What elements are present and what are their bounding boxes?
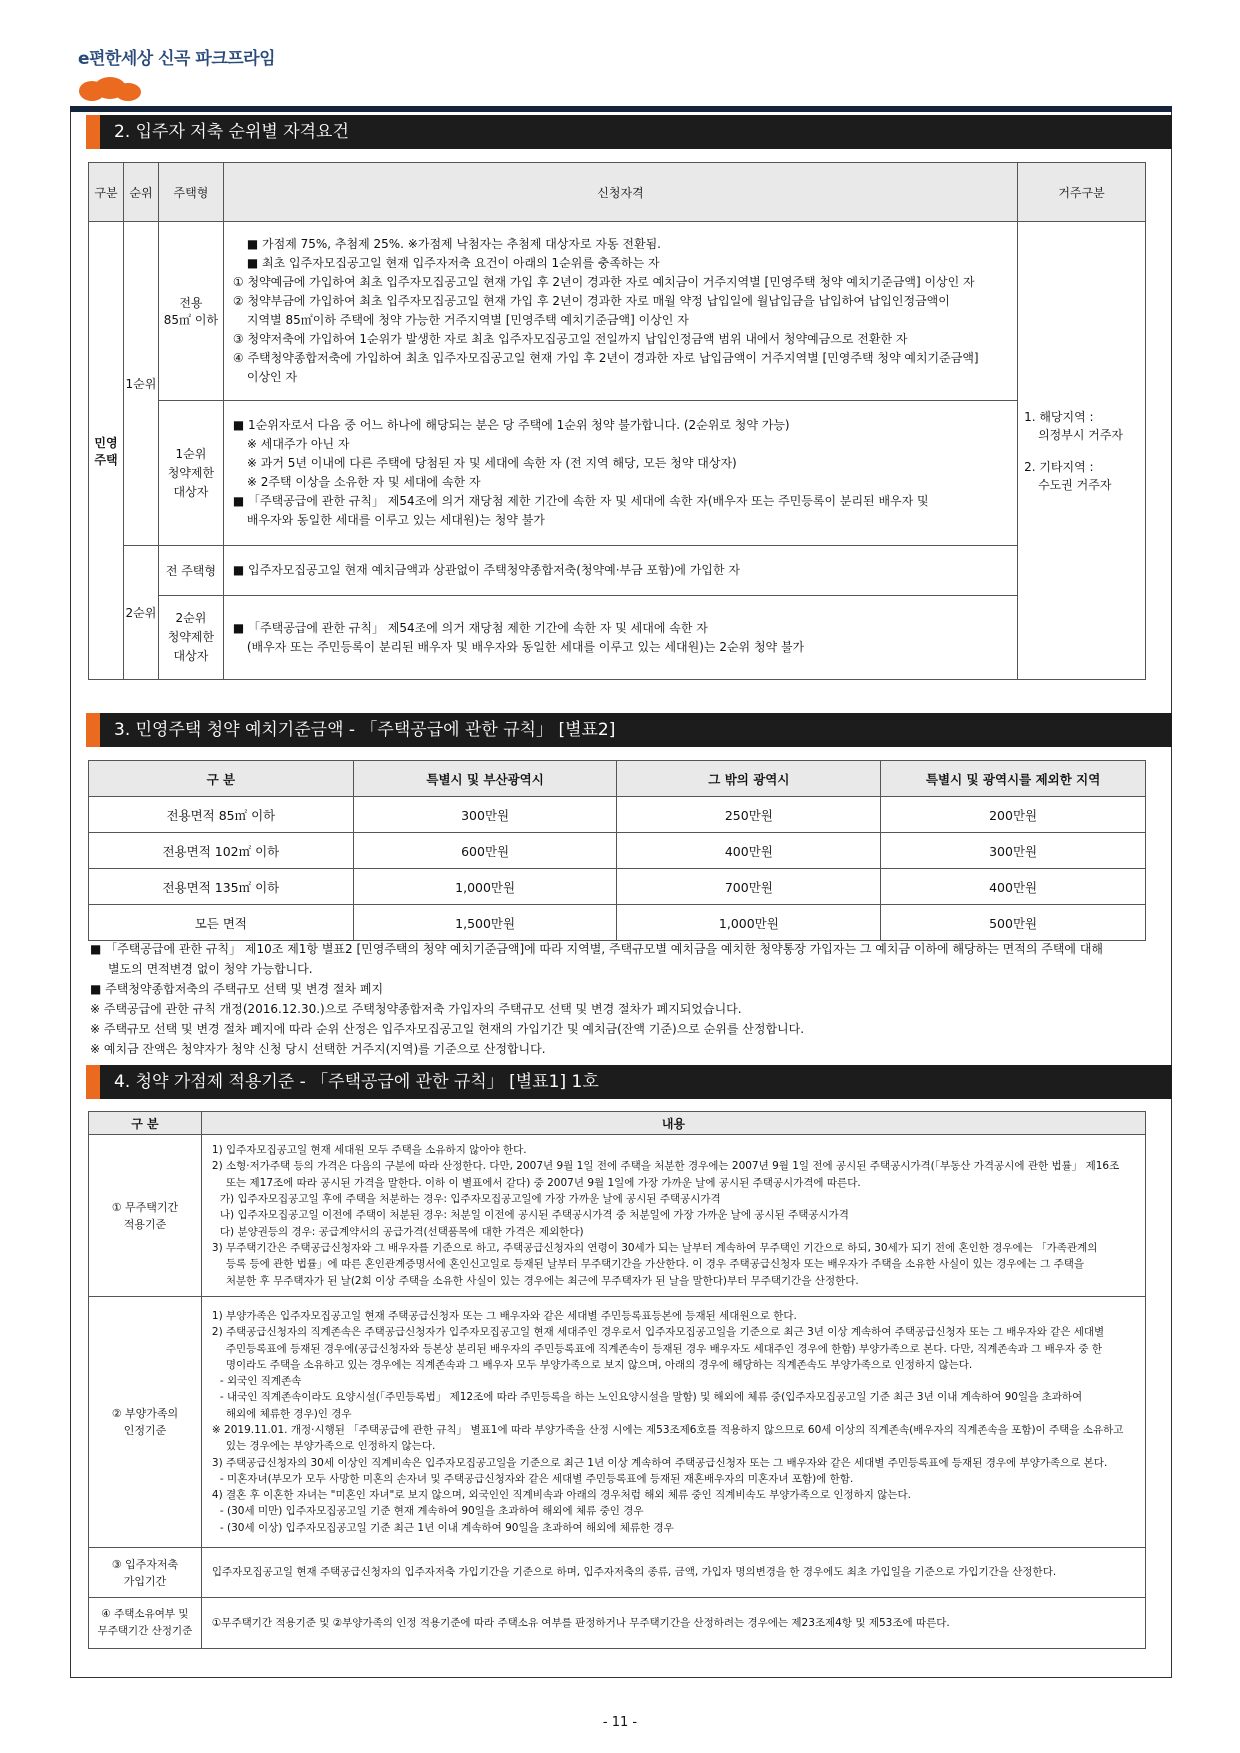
note-line: ■ 주택청약종합저축의 주택규모 선택 및 변경 절차 폐지 (90, 982, 384, 996)
qual2-line: ■ 「주택공급에 관한 규칙」 제54조에 의거 재당첨 제한 기간에 속한 자 및 세대에 속한 자(배우자 또는 주민등록이 분리된 배우자 및 (232, 494, 929, 508)
table-row (89, 1598, 1146, 1649)
criteria-label: ④ 주택소유여부 및 무주택기간 산정기준 (89, 1598, 202, 1649)
header-qualification: 신청자격 (223, 163, 1017, 222)
page-number: - 11 - (602, 1715, 638, 1730)
deposit-notes (90, 939, 1150, 1059)
criteria-content (201, 1548, 1145, 1598)
type-rank2-restricted: 2순위 청약제한 대상자 (158, 596, 223, 680)
residence-gap (1024, 444, 1139, 458)
note-line: ※ 주택규모 선택 및 변경 절차 폐지에 따라 순위 산정은 입주자모집공고일 현재의 가입기간 및 예치금(잔액 기준)으로 순위를 산정합니다. (90, 1022, 805, 1036)
criteria-line: ①무주택기간 적용기준 및 ②부양가족의 인정 적용기준에 따라 주택소유 여부를 판정하거나 무주택기간을 산정하려는 경우에는 제23조제4항 및 제53조에 따른다. (211, 1616, 950, 1629)
section-4-header (86, 1065, 1172, 1099)
criteria-line: 4) 결혼 후 이혼한 자녀는 "미혼인 자녀"로 보지 않으며, 외국인인 직계비속과 아래의 경우처럼 해외 체류 중인 직계비속도 부양가족으로 인정하지 않는다. (211, 1489, 911, 1502)
section-3-title: 3. 민영주택 청약 예치기준금액 - 「주택공급에 관한 규칙」 [별표2] (114, 720, 616, 740)
deposit-cell: 600만원 (353, 833, 617, 869)
deposit-cell: 1,000만원 (617, 905, 881, 941)
note-line: ※ 예치금 잔액은 청약자가 청약 신청 당시 선택한 거주지(지역)를 기준으로 산정합니다. (90, 1042, 546, 1056)
header-type: 주택형 (158, 163, 223, 222)
deposit-table (88, 760, 1146, 941)
deposit-header: 그 밖의 광역시 (617, 761, 881, 797)
criteria-line: 처분한 후 무주택자가 된 날(2회 이상 주택을 소유한 사실이 있는 경우에는 최근에 무주택자가 된 날을 말한다)부터 무주택기간을 산정한다. (225, 1274, 859, 1287)
criteria-line: - (30세 이상) 입주자모집공고일 기준 최근 1년 이내 계속하여 90일을 초과하여 해외에 체류한 경우 (219, 1521, 674, 1534)
section-4-title: 4. 청약 가점제 적용기준 - 「주택공급에 관한 규칙」 [별표1] 1호 (114, 1072, 599, 1092)
criteria-line: 명이라도 주택을 소유하고 있는 경우에는 직계존속과 그 배우자 모두 부양가족으로 보지 않으며, 아래의 경우에 해당하는 직계존속도 부양가족으로 인정하지 않는다. (225, 1358, 973, 1371)
page-frame-top-bar (70, 106, 1172, 112)
deposit-cell: 300만원 (353, 797, 617, 833)
residence-line: 의정부시 거주자 (1038, 427, 1124, 442)
table-row (89, 1135, 1146, 1297)
qual1-line: ④ 주택청약종합저축에 가입하여 최초 입주자모집공고일 현재 가입 후 2년이 경과한 자로 납입금액이 거주지역별 [민영주택 청약 예치기준금액] (232, 351, 979, 365)
table-row (89, 869, 1146, 905)
qual2-line: ※ 세대주가 아닌 자 (246, 437, 350, 451)
deposit-cell: 250만원 (617, 797, 881, 833)
deposit-cell: 200만원 (881, 797, 1146, 833)
residence-line: 수도권 거주자 (1038, 477, 1112, 492)
type-rank1-restricted: 1순위 청약제한 대상자 (158, 401, 223, 546)
deposit-header: 특별시 및 광역시를 제외한 지역 (881, 761, 1146, 797)
criteria-line: 해외에 체류한 경우)인 경우 (225, 1407, 352, 1420)
criteria-line: ※ 2019.11.01. 개정·시행된 「주택공급에 관한 규칙」 별표1에 따라 부양가족을 산정 시에는 제53조제6호를 적용하지 않으므로 60세 이상의 직계존속(배우자의 직계존속을 포함)이 주택을 소유하고 (211, 1424, 1124, 1436)
criteria-line: 입주자모집공고일 현재 주택공급신청자의 입주자저축 가입기간을 기준으로 하며, 입주자저축의 종류, 금액, 가입자 명의변경을 한 경우에도 최초 가입일을 기준으로 가입기간을 산정한다. (211, 1566, 1057, 1579)
category-private-housing: 민영 주택 (89, 222, 124, 680)
criteria-line: 나) 입주자모집공고일 이전에 주택이 처분된 경우: 처분일 이전에 공시된 주택공시가격 중 처분일에 가장 가까운 날에 공시된 주택공시가격 (219, 1209, 849, 1222)
table-row (89, 905, 1146, 941)
residence-line: 1. 해당지역 : (1024, 409, 1094, 424)
criteria-content (201, 1598, 1145, 1649)
criteria-line: 2) 소형·저가주택 등의 가격은 다음의 구분에 따라 산정한다. 다만, 2007년 9월 1일 전에 주택을 처분한 경우에는 2007년 9월 1일 전에 공시된 주택공시가격(「부동산 가격공시에 관한 법률」 제16조 (211, 1160, 1120, 1173)
deposit-cell: 500만원 (881, 905, 1146, 941)
deposit-cell: 1,500만원 (353, 905, 617, 941)
header-gubun: 구분 (89, 163, 124, 222)
qual1-line: ② 청약부금에 가입하여 최초 입주자모집공고일 현재 가입 후 2년이 경과한 자로 매월 약정 납입일에 월납입금을 납입하여 납입인정금액이 (232, 294, 950, 308)
criteria-line: 2) 주택공급신청자의 직계존속은 주택공급신청자가 입주자모집공고일 현재 세대주인 경우로서 입주자모집공고일을 기준으로 최근 3년 이상 계속하여 주택공급신청자 또는 그 배우자와 같은 세대별 (211, 1326, 1105, 1339)
criteria-line: 3) 무주택기간은 주택공급신청자와 그 배우자를 기준으로 하고, 주택공급신청자의 연령이 30세가 되는 날부터 계속하여 무주택인 기간으로 하되, 30세가 되기 전에 혼인한 경우에는 「가족관계의 (211, 1241, 1098, 1254)
criteria-content (201, 1297, 1145, 1548)
section-2-title: 2. 입주자 저축 순위별 자격요건 (114, 122, 349, 142)
section-3-header (86, 713, 1172, 747)
qual4-line: (배우자 또는 주민등록이 분리된 배우자 및 배우자와 동일한 세대를 이루고 있는 세대원)는 2순위 청약 불가 (246, 639, 805, 654)
residence-cell (1018, 222, 1146, 680)
deposit-cell: 전용면적 135㎡ 이하 (89, 869, 354, 905)
qual1-line: 지역별 85㎡이하 주택에 청약 가능한 거주지역별 [민영주택 예치기준금액] 이상인 자 (246, 313, 689, 327)
criteria-line: 있는 경우에는 부양가족으로 인정하지 않는다. (225, 1440, 436, 1453)
criteria-line: 가) 입주자모집공고일 후에 주택을 처분하는 경우: 입주자모집공고일에 가장 가까운 날에 공시된 주택공시가격 (219, 1193, 721, 1206)
deposit-header: 특별시 및 부산광역시 (353, 761, 617, 797)
residence-line: 2. 기타지역 : (1024, 459, 1094, 474)
criteria-line: - 내국인 직계존속이라도 요양시설(「주민등록법」 제12조에 따라 주민등록을 하는 노인요양시설을 말함) 및 해외에 체류 중(입주자모집공고일 기준 최근 3년 이내 계속하여 90일을 초과하여 (219, 1391, 1083, 1404)
rank-2: 2순위 (123, 546, 158, 680)
qual2-line: ※ 2주택 이상을 소유한 자 및 세대에 속한 자 (246, 475, 481, 489)
header-residence: 거주구분 (1018, 163, 1146, 222)
table-row (89, 797, 1146, 833)
deposit-header: 구 분 (89, 761, 354, 797)
qual4-line: ■ 「주택공급에 관한 규칙」 제54조에 의거 재당첨 제한 기간에 속한 자 및 세대에 속한 자 (232, 620, 708, 635)
type-85: 전용 85㎡ 이하 (158, 222, 223, 401)
note-line: ■ 「주택공급에 관한 규칙」 제10조 제1항 별표2 [민영주택의 청약 예치기준금액]에 따라 지역별, 주택규모별 예치금을 예치한 청약통장 가입자는 그 예치금 이하에 해당하는 면적의 주택에 대해 (90, 942, 1104, 956)
deposit-cell: 400만원 (617, 833, 881, 869)
qual1-line: ① 청약예금에 가입하여 최초 입주자모집공고일 현재 가입 후 2년이 경과한 자로 예치금이 거주지역별 [민영주택 청약 예치기준금액] 이상인 자 (232, 275, 975, 289)
note-line: ※ 주택공급에 관한 규칙 개정(2016.12.30.)으로 주택청약종합저축 가입자의 주택규모 선택 및 변경 절차가 폐지되었습니다. (90, 1002, 742, 1016)
note-line: 별도의 면적변경 없이 청약 가능합니다. (108, 962, 313, 976)
qual-rank1-list (223, 222, 1017, 401)
criteria-line: 1) 입주자모집공고일 현재 세대원 모두 주택을 소유하지 않아야 한다. (211, 1144, 527, 1157)
criteria-line: 3) 주택공급신청자의 30세 이상인 직계비속은 입주자모집공고일을 기준으로 최근 1년 이상 계속하여 주택공급신청자 또는 그 배우자와 같은 세대별 주민등록표에 등재된 경우에 부양가족으로 본다. (211, 1456, 1108, 1469)
deposit-cell: 400만원 (881, 869, 1146, 905)
deposit-cell: 전용면적 85㎡ 이하 (89, 797, 354, 833)
deposit-cell: 모든 면적 (89, 905, 354, 941)
qual-rank2 (223, 546, 1017, 596)
deposit-cell: 700만원 (617, 869, 881, 905)
criteria-header: 내용 (201, 1112, 1145, 1135)
header-rank: 순위 (123, 163, 158, 222)
qual3-line: ■ 입주자모집공고일 현재 예치금액과 상관없이 주택청약종합저축(청약예·부금 포함)에 가입한 자 (232, 563, 740, 577)
criteria-line: 다) 분양권등의 경우: 공급계약서의 공급가격(선택품목에 대한 가격은 제외한다) (219, 1225, 584, 1238)
qual1-line: ■ 최초 입주자모집공고일 현재 입주자저축 요건이 아래의 1순위를 충족하는 자 (246, 256, 660, 270)
criteria-line: 주민등록표에 등재된 경우에(공급신청자와 등본상 분리된 배우자의 주민등록표에 직계존속이 등재된 경우 배우자도 세대주인 경우에 한함) 부양가족으로 본다. 다만, 직계존속과 그 배우자 중 한 (225, 1342, 1103, 1355)
criteria-label: ① 무주택기간 적용기준 (89, 1135, 202, 1297)
brand-logo-blob (78, 76, 142, 104)
criteria-line: 또는 제17조에 따라 공시된 가격을 말한다. 이하 이 별표에서 같다) 중 2007년 9월 1일에 가장 가까운 날에 공시된 주택공시가격에 따른다. (225, 1176, 861, 1189)
brand-title: e편한세상 신곡 파크프라임 (78, 49, 276, 69)
criteria-label: ② 부양가족의 인정기준 (89, 1297, 202, 1548)
criteria-line: 1) 부양가족은 입주자모집공고일 현재 주택공급신청자 또는 그 배우자와 같은 세대별 주민등록표등본에 등재된 세대원으로 한다. (211, 1309, 797, 1322)
criteria-line: 등록 등에 관한 법률」에 따른 혼인관계증명서에 혼인신고일로 등재된 날부터 무주택기간을 가산한다. 이 경우 주택공급신청자 또는 배우자가 주택을 소유한 사실이 있는 경우에는 그 주택을 (225, 1258, 1085, 1271)
qual-rank2-restricted (223, 596, 1017, 680)
qual-rank1-restricted (223, 401, 1017, 546)
criteria-line: - (30세 미만) 입주자모집공고일 기준 현재 계속하여 90일을 초과하여 해외에 체류 중인 경우 (219, 1505, 644, 1518)
qual2-line: ※ 과거 5년 이내에 다른 주택에 당첨된 자 및 세대에 속한 자 (전 지역 해당, 모든 청약 대상자) (246, 456, 737, 470)
qual2-line: 배우자와 동일한 세대를 이루고 있는 세대원)는 청약 불가 (246, 513, 545, 527)
rank-1: 1순위 (123, 222, 158, 546)
criteria-label: ③ 입주자저축 가입기간 (89, 1548, 202, 1598)
type-all: 전 주택형 (158, 546, 223, 596)
deposit-cell: 300만원 (881, 833, 1146, 869)
criteria-content (201, 1135, 1145, 1297)
qualification-table (88, 162, 1146, 680)
criteria-line: - 외국인 직계존속 (219, 1375, 302, 1388)
criteria-line: - 미혼자녀(부모가 모두 사망한 미혼의 손자녀 및 주택공급신청자와 같은 세대별 주민등록표에 등재된 재혼배우자의 미혼자녀 포함)에 한함. (219, 1472, 854, 1485)
section-2-header (86, 115, 1172, 149)
qual1-line: ■ 가점제 75%, 추첨제 25%. ※가점제 낙첨자는 추첨제 대상자로 자동 전환됨. (246, 237, 662, 251)
deposit-cell: 전용면적 102㎡ 이하 (89, 833, 354, 869)
qual1-line: 이상인 자 (246, 370, 298, 384)
table-row (89, 833, 1146, 869)
score-criteria-table (88, 1111, 1146, 1649)
table-row (89, 1297, 1146, 1548)
table-row (89, 1548, 1146, 1598)
qual2-line: ■ 1순위자로서 다음 중 어느 하나에 해당되는 분은 당 주택에 1순위 청약 불가합니다. (2순위로 청약 가능) (232, 418, 790, 432)
deposit-cell: 1,000만원 (353, 869, 617, 905)
criteria-header: 구 분 (89, 1112, 202, 1135)
qual1-line: ③ 청약저축에 가입하여 1순위가 발생한 자로 최초 입주자모집공고일 전일까지 납입인정금액 범위 내에서 청약예금으로 전환한 자 (232, 332, 908, 346)
